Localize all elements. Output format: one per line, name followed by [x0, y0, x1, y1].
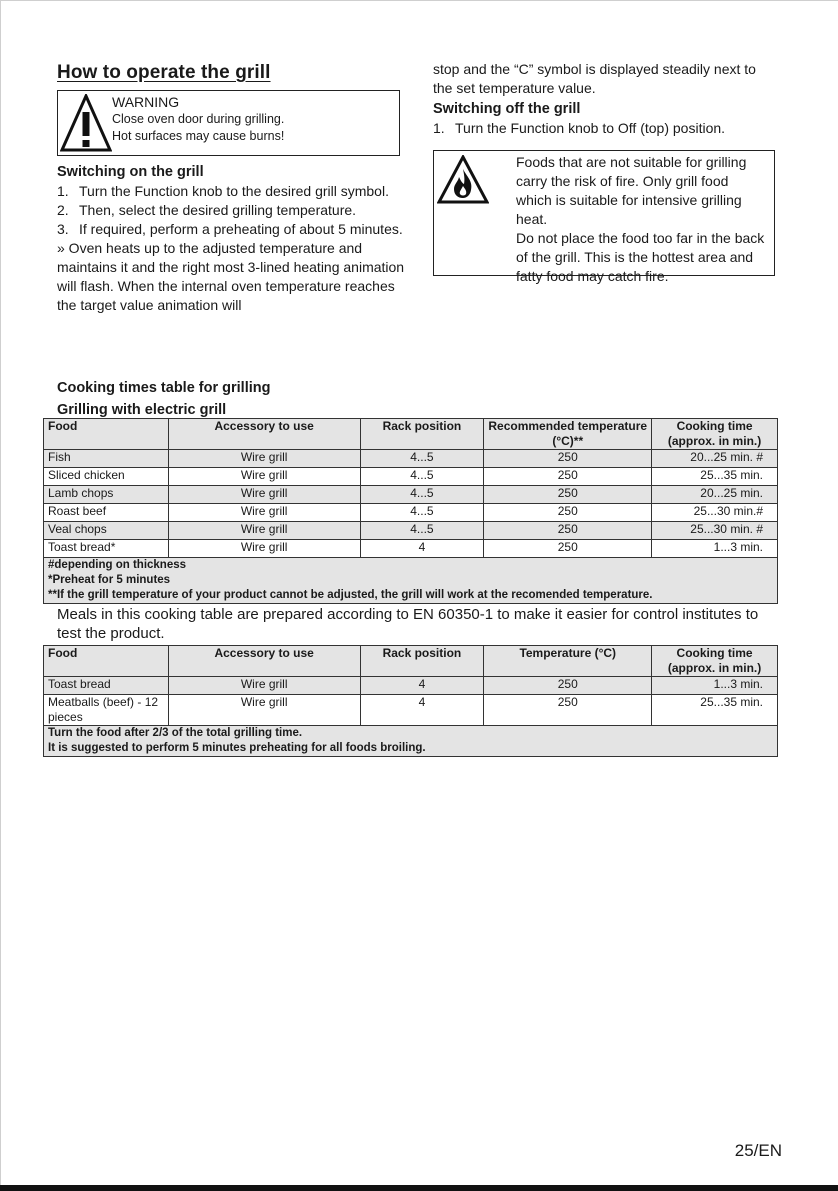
cell: Fish	[44, 450, 169, 468]
cell: 250	[484, 522, 652, 540]
fire-warning-icon	[437, 155, 489, 205]
warning-text	[112, 94, 284, 145]
switching-off-steps	[433, 119, 778, 138]
cell: 1...3 min.	[652, 540, 778, 558]
table-notes	[44, 726, 778, 757]
step-number: 2.	[57, 202, 69, 218]
step-text: Turn the Function knob to the desired grill symbol.	[79, 183, 389, 199]
result-paragraph-right: stop and the “C” symbol is displayed steadily next to the set temperature value.	[433, 61, 756, 96]
table-row	[44, 468, 778, 486]
test-table	[43, 645, 778, 757]
header-rack: Rack position	[360, 646, 484, 677]
cell: Wire grill	[168, 468, 360, 486]
cell: Sliced chicken	[44, 468, 169, 486]
list-item	[57, 201, 409, 220]
cell: 4...5	[360, 468, 484, 486]
warning-title: WARNING	[112, 94, 180, 110]
page-number: 25/EN	[734, 1141, 782, 1160]
warning-line-2: Hot surfaces may cause burns!	[112, 129, 285, 143]
cell: 4...5	[360, 486, 484, 504]
cell: Wire grill	[168, 504, 360, 522]
list-item	[57, 220, 409, 239]
cell: Roast beef	[44, 504, 169, 522]
step-number: 1.	[433, 120, 445, 136]
cell: Veal chops	[44, 522, 169, 540]
header-cooking-time: Cooking time (approx. in min.)	[652, 646, 778, 677]
step-number: 3.	[57, 221, 69, 237]
note-line: #depending on thickness	[48, 559, 187, 571]
right-column	[433, 60, 778, 284]
cell: 20...25 min.	[652, 486, 778, 504]
cooking-times-title: Cooking times table for grilling	[57, 380, 271, 396]
header-food: Food	[44, 646, 169, 677]
fire-warning-paragraph-2: Do not place the food too far in the back of the grill. This is the hottest area and fatty food may catch fire.	[516, 230, 765, 284]
table-notes-row	[44, 726, 778, 757]
step-text: Then, select the desired grilling temperature.	[79, 202, 357, 218]
header-temperature: Temperature (°C)	[484, 646, 652, 677]
page-title: How to operate the grill	[57, 62, 271, 83]
header-rack: Rack position	[360, 419, 484, 450]
table-row	[44, 450, 778, 468]
cell: Wire grill	[168, 540, 360, 558]
cell: Toast bread	[44, 677, 169, 695]
cell: 25...30 min.#	[652, 504, 778, 522]
cell: Wire grill	[168, 486, 360, 504]
left-column	[57, 62, 409, 315]
warning-line-1: Close oven door during grilling.	[112, 112, 285, 126]
table-header-row	[44, 419, 778, 450]
table-notes	[44, 558, 778, 604]
step-number: 1.	[57, 183, 69, 199]
cell: 4	[360, 677, 484, 695]
list-item	[57, 182, 409, 201]
switching-off-title: Switching off the grill	[433, 101, 581, 117]
cell: 1...3 min.	[652, 677, 778, 695]
note-line: It is suggested to perform 5 minutes preheating for all foods broiling.	[48, 742, 426, 754]
cell: Toast bread*	[44, 540, 169, 558]
table-row	[44, 486, 778, 504]
cell: 4	[360, 695, 484, 726]
cell: Meatballs (beef) - 12 pieces	[44, 695, 169, 726]
cell: Wire grill	[168, 677, 360, 695]
cell: 4...5	[360, 504, 484, 522]
header-cooking-time: Cooking time (approx. in min.)	[652, 419, 778, 450]
list-item	[433, 119, 778, 138]
table-header-row	[44, 646, 778, 677]
step-text: If required, perform a preheating of about 5 minutes.	[79, 221, 403, 237]
electric-grill-table	[43, 418, 778, 604]
fire-warning-text	[516, 153, 766, 286]
table-row	[44, 695, 778, 726]
cell: 4	[360, 540, 484, 558]
meals-note: Meals in this cooking table are prepared according to EN 60350-1 to make it easier for control institutes to test the product.	[57, 606, 759, 642]
bottom-rule	[0, 1185, 838, 1191]
cell: 20...25 min. #	[652, 450, 778, 468]
cell: 250	[484, 486, 652, 504]
cell: Wire grill	[168, 522, 360, 540]
cell: 250	[484, 677, 652, 695]
cell: 4...5	[360, 450, 484, 468]
note-line: *Preheat for 5 minutes	[48, 574, 171, 586]
result-paragraph-left: » Oven heats up to the adjusted temperature and maintains it and the right most 3-lined heating animation will flash. When the internal oven temperature reaches the target value animation will	[57, 240, 405, 313]
fire-warning-paragraph-1: Foods that are not suitable for grilling carry the risk of fire. Only grill food which is suitable for intensive grilling heat.	[516, 154, 747, 227]
header-temperature: Recommended temperature (°C)**	[484, 419, 652, 450]
note-line: **If the grill temperature of your product cannot be adjusted, the grill will work at the recomended temperature.	[48, 589, 653, 601]
header-accessory: Accessory to use	[168, 419, 360, 450]
cell: 25...30 min. #	[652, 522, 778, 540]
cell: 250	[484, 468, 652, 486]
electric-grill-title: Grilling with electric grill	[57, 402, 227, 418]
cell: Wire grill	[168, 695, 360, 726]
header-food: Food	[44, 419, 169, 450]
switching-on-title: Switching on the grill	[57, 164, 204, 180]
table-row	[44, 677, 778, 695]
fire-warning-box	[433, 150, 775, 284]
switching-on-steps	[57, 182, 409, 239]
cell: 250	[484, 450, 652, 468]
cell: 250	[484, 695, 652, 726]
cell: 250	[484, 504, 652, 522]
cooking-times-section	[48, 380, 777, 757]
cell: 25...35 min.	[652, 468, 778, 486]
table-row	[44, 504, 778, 522]
cell: 25...35 min.	[652, 695, 778, 726]
header-accessory: Accessory to use	[168, 646, 360, 677]
warning-triangle-icon	[60, 94, 112, 152]
note-line: Turn the food after 2/3 of the total grilling time.	[48, 727, 303, 739]
cell: Lamb chops	[44, 486, 169, 504]
cell: 250	[484, 540, 652, 558]
cell: 4...5	[360, 522, 484, 540]
table-row	[44, 540, 778, 558]
cell: Wire grill	[168, 450, 360, 468]
table-row	[44, 522, 778, 540]
table-notes-row	[44, 558, 778, 604]
step-text: Turn the Function knob to Off (top) position.	[455, 120, 726, 136]
warning-box	[57, 90, 400, 156]
